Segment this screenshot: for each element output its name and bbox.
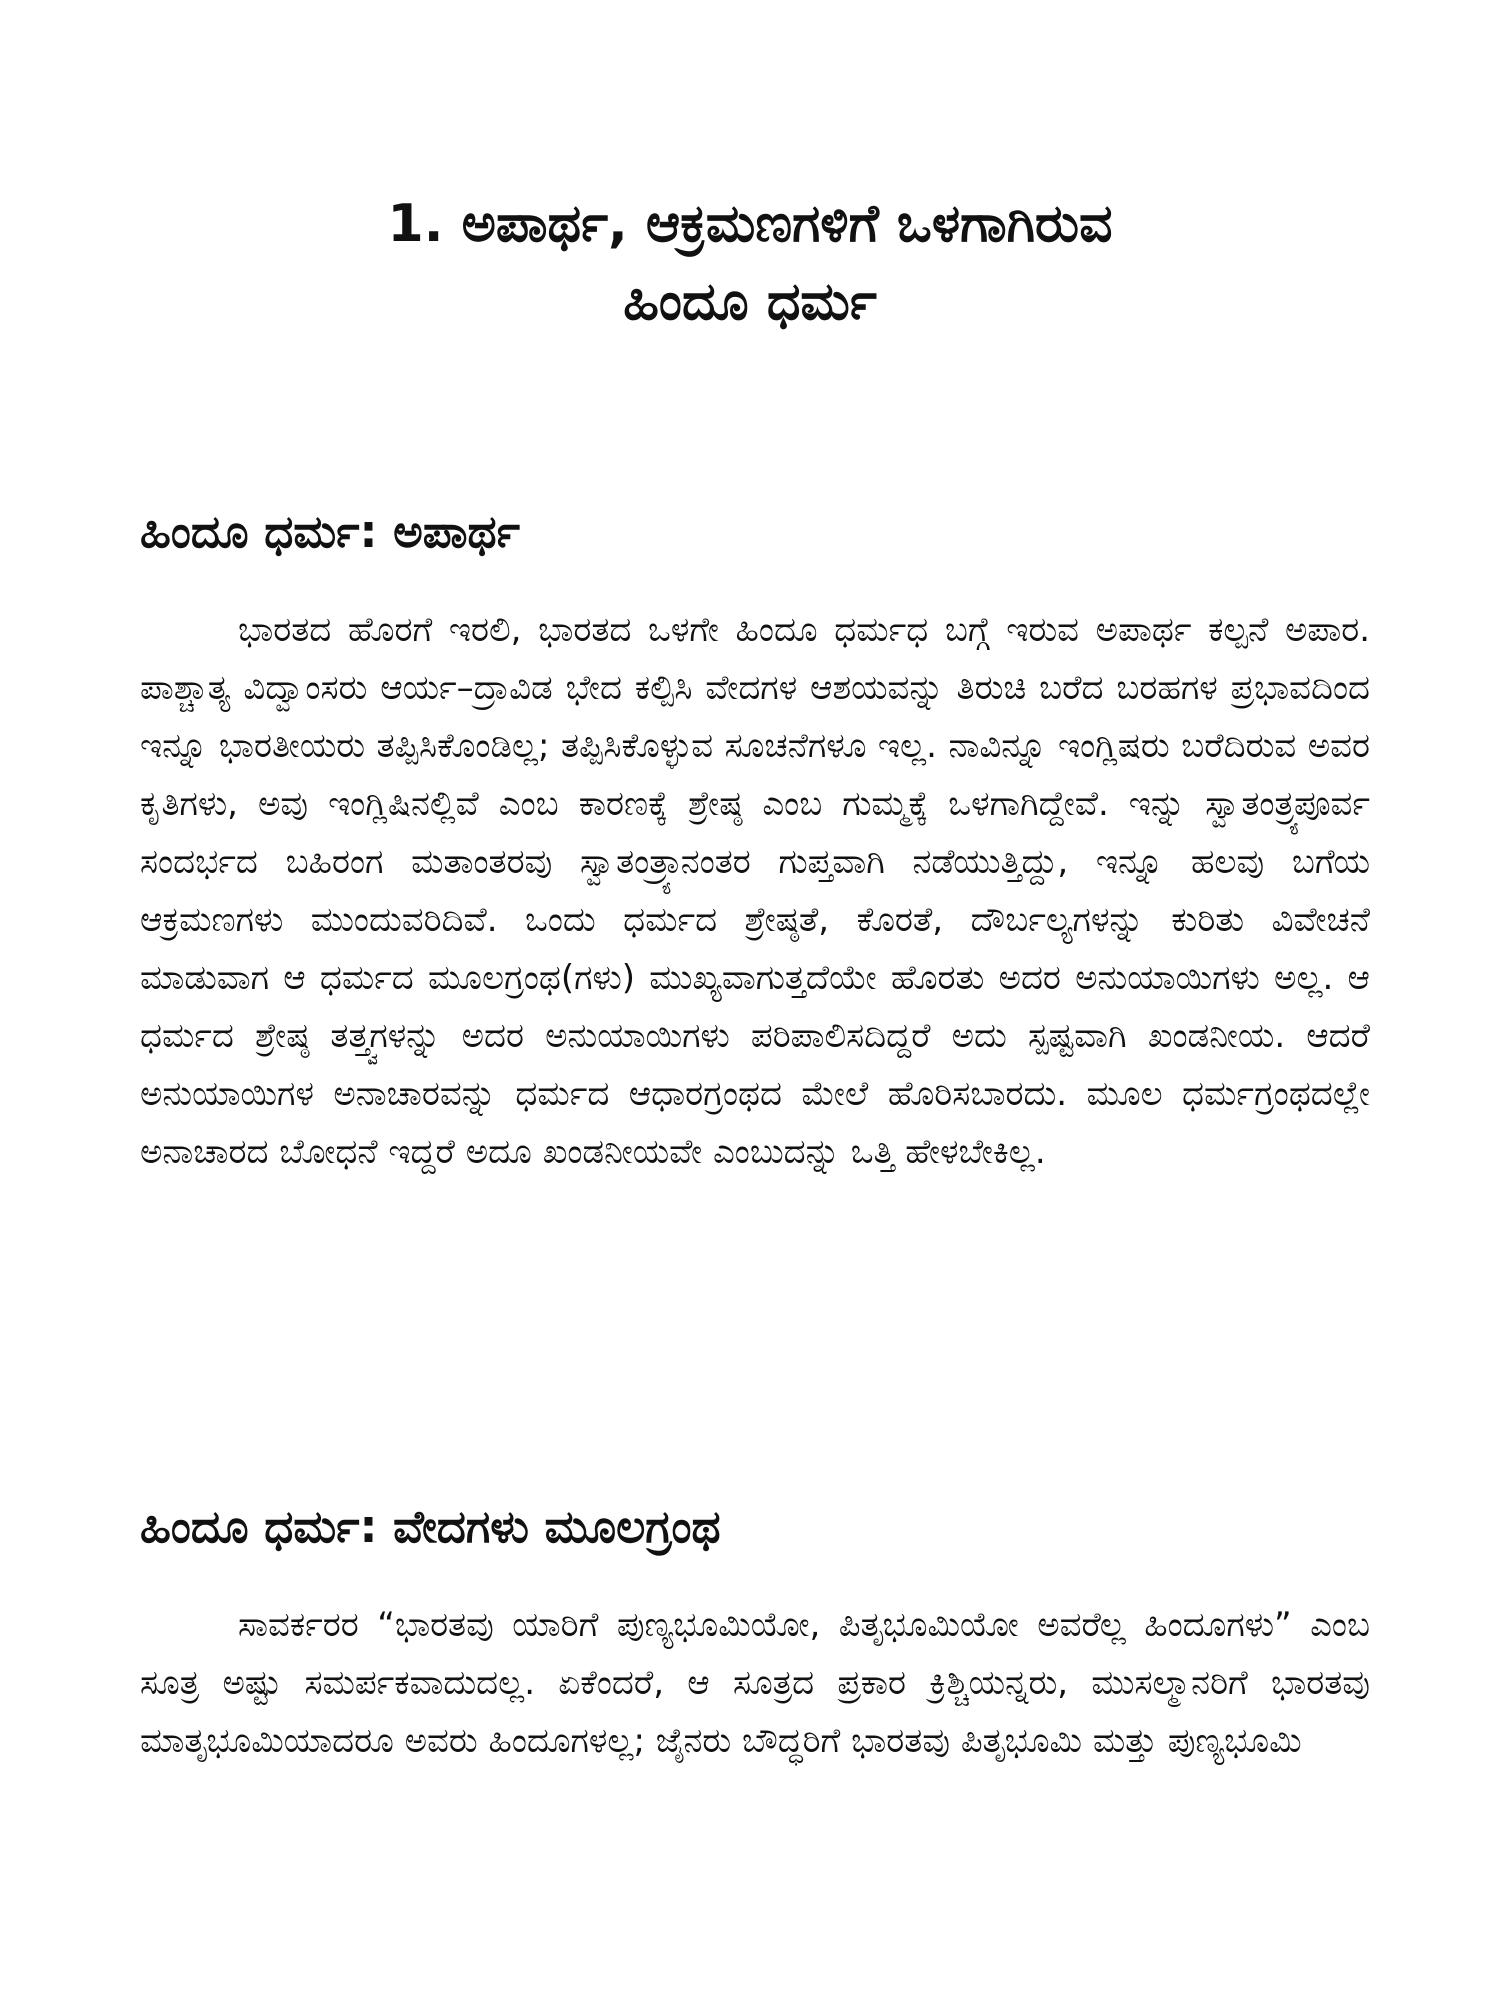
section-heading: ಹಿಂದೂ ಧರ್ಮ: ವೇದಗಳು ಮೂಲಗ್ರಂಥ <box>140 1500 721 1553</box>
section-paragraph: ಭಾರತದ ಹೊರಗೆ ಇರಲಿ, ಭಾರತದ ಒಳಗೇ ಹಿಂದೂ ಧರ್ಮಧ ಬಗ್ಗೆ ಇರುವ ಅಪಾರ್ಥ ಕಲ್ಪನೆ ಅಪಾರ. ಪಾಶ್ಚಾತ್ಯ ವಿದ್ವಾಂಸರು ಆರ್ಯ–ದ್ರಾವಿಡ ಭೇದ ಕಲ್ಪಿಸಿ ವೇದಗಳ ಆಶಯವನ್ನು ತಿರುಚಿ ಬರೆದ ಬರಹಗಳ ಪ್ರಭಾವದಿಂದ ಇನ್ನೂ ಭಾರತೀಯರು ತಪ್ಪಿಸಿಕೊಂಡಿಲ್ಲ; ತಪ್ಪಿಸಿಕೊಳ್ಳುವ ಸೂಚನೆಗಳೂ ಇಲ್ಲ. ನಾವಿನ್ನೂ ಇಂಗ್ಲಿಷರು ಬರೆದಿರುವ ಅವರ ಕೃತಿಗಳು, ಅವು ಇಂಗ್ಲಿಷಿನಲ್ಲಿವೆ ಎಂಬ ಕಾರಣಕ್ಕೆ ಶ್ರೇಷ್ಠ ಎಂಬ ಗುಮ್ಮಕ್ಕೆ ಒಳಗಾಗಿದ್ದೇವೆ. ಇನ್ನು ಸ್ವಾತಂತ್ರ್ಯಪೂರ್ವ ಸಂದರ್ಭದ ಬಹಿರಂಗ ಮತಾಂತರವು ಸ್ವಾತಂತ್ರ್ಯಾನಂತರ ಗುಪ್ತವಾಗಿ ನಡೆಯುತ್ತಿದ್ದು, ಇನ್ನೂ ಹಲವು ಬಗೆಯ ಆಕ್ರಮಣಗಳು ಮುಂದುವರಿದಿವೆ. ಒಂದು ಧರ್ಮದ ಶ್ರೇಷ್ಠತೆ, ಕೊರತೆ, ದೌರ್ಬಲ್ಯಗಳನ್ನು ಕುರಿತು ವಿವೇಚನೆ ಮಾಡುವಾಗ ಆ ಧರ್ಮದ ಮೂಲಗ್ರಂಥ(ಗಳು) ಮುಖ್ಯವಾಗುತ್ತದೆಯೇ ಹೊರತು ಅದರ ಅನುಯಾಯಿಗಳು ಅಲ್ಲ. ಆ ಧರ್ಮದ ಶ್ರೇಷ್ಠ ತತ್ತ್ವಗಳನ್ನು ಅದರ ಅನುಯಾಯಿಗಳು ಪರಿಪಾಲಿಸದಿದ್ದರೆ ಅದು ಸ್ಪಷ್ಟವಾಗಿ ಖಂಡನೀಯ. ಆದರೆ ಅನುಯಾಯಿಗಳ ಅನಾಚಾರವನ್ನು ಧರ್ಮದ ಆಧಾರಗ್ರಂಥದ ಮೇಲೆ ಹೊರಿಸಬಾರದು. ಮೂಲ ಧರ್ಮಗ್ರಂಥದಲ್ಲೇ ಅನಾಚಾರದ ಬೋಧನೆ ಇದ್ದರೆ ಅದೂ ಖಂಡನೀಯವೇ ಎಂಬುದನ್ನು ಒತ್ತಿ ಹೇಳಬೇಕಿಲ್ಲ. <box>140 610 1370 1172</box>
section-hindu-dharma-misunderstanding <box>140 505 1370 1181</box>
section-hindu-dharma-vedas <box>140 1500 1370 1770</box>
chapter-title-line-1: 1. ಅಪಾರ್ಥ, ಆಕ್ರಮಣಗಳಿಗೆ ಒಳಗಾಗಿರುವ <box>387 194 1113 254</box>
chapter-title <box>150 185 1350 341</box>
chapter-title-line-2: ಹಿಂದೂ ಧರ್ಮ <box>623 272 877 332</box>
section-heading: ಹಿಂದೂ ಧರ್ಮ: ಅಪಾರ್ಥ <box>140 505 520 558</box>
section-paragraph: ಸಾವರ್ಕರರ “ಭಾರತವು ಯಾರಿಗೆ ಪುಣ್ಯಭೂಮಿಯೋ, ಪಿತೃಭೂಮಿಯೋ ಅವರೆಲ್ಲ ಹಿಂದೂಗಳು” ಎಂಬ ಸೂತ್ರ ಅಷ್ಟು ಸಮರ್ಪಕವಾದುದಲ್ಲ. ಏಕೆಂದರೆ, ಆ ಸೂತ್ರದ ಪ್ರಕಾರ ಕ್ರಿಶ್ಚಿಯನ್ನರು, ಮುಸಲ್ಮಾನರಿಗೆ ಭಾರತವು ಮಾತೃಭೂಮಿಯಾದರೂ ಅವರು ಹಿಂದೂಗಳಲ್ಲ; ಜೈನರು ಬೌದ್ಧರಿಗೆ ಭಾರತವು ಪಿತೃಭೂಮಿ ಮತ್ತು ಪುಣ್ಯಭೂಮಿ <box>140 1605 1370 1761</box>
